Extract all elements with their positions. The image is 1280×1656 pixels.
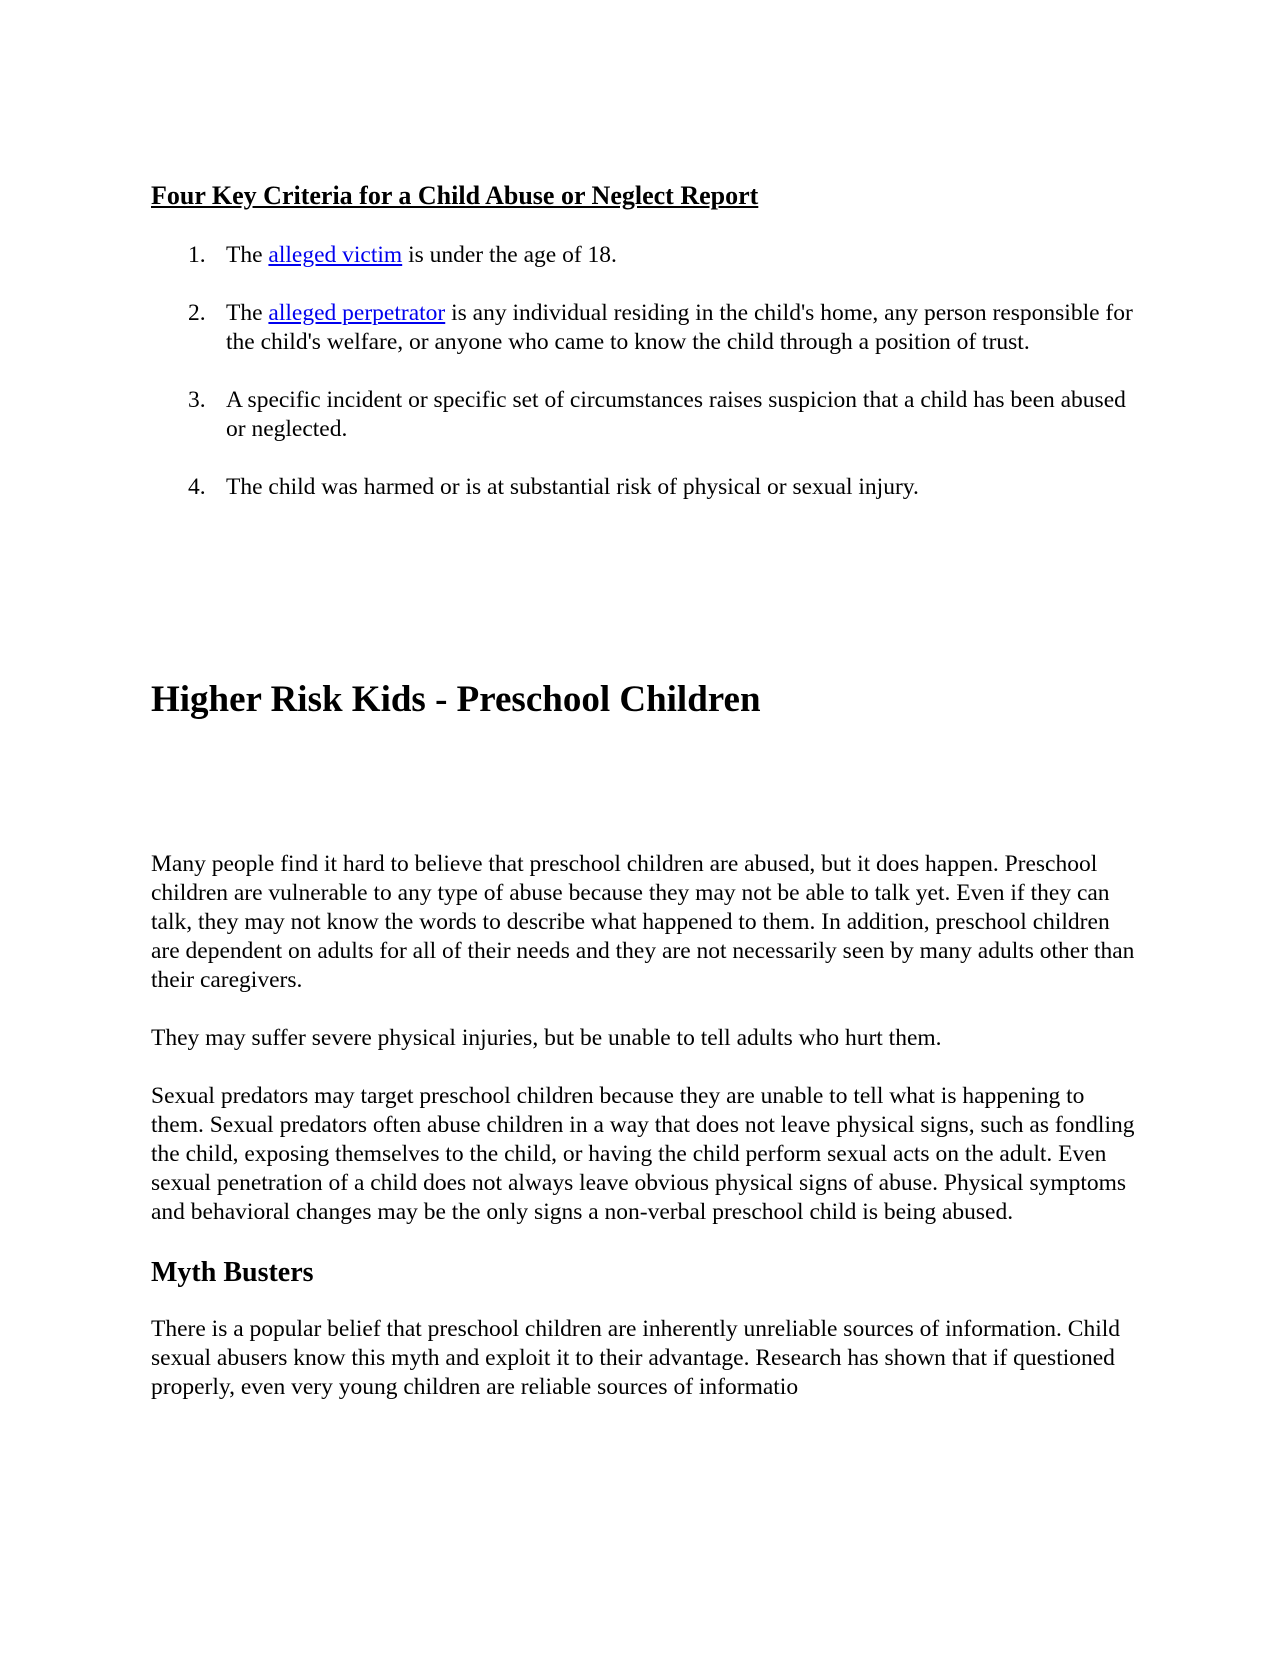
paragraph-intro: Many people find it hard to believe that preschool children are abused, but it does happen. Preschool children are vulnerable to any type of abuse because they may not be able to talk yet. Even if they can talk, they may not know the words to describe what happened to them. In addition, preschool children are dependent on adults for all of their needs and they are not necessarily seen by many adults other than their caregivers. — [151, 851, 1135, 993]
criteria-item-3 — [151, 386, 1141, 444]
criteria-number: 4. — [188, 474, 206, 500]
criteria-item-1 — [151, 241, 1141, 270]
criteria-number: 3. — [188, 387, 206, 413]
alleged-victim-link[interactable]: alleged victim — [268, 242, 403, 268]
criteria-number: 1. — [188, 242, 206, 268]
criteria-list — [151, 241, 1141, 531]
paragraph-myth: There is a popular belief that preschool children are inherently unreliable sources of information. Child sexual abusers know this myth and exploit it to their advantage. Research has shown that if questioned properly, even very young children are reliable sources of informatio — [151, 1316, 1121, 1400]
section-body — [151, 850, 1141, 1431]
criteria-title: Four Key Criteria for a Child Abuse or Neglect Report — [151, 181, 759, 210]
criteria-text: A specific incident or specific set of circumstances raises suspicion that a child has been abused or neglected. — [226, 387, 1126, 442]
criteria-number: 2. — [188, 300, 206, 326]
myth-busters-heading: Myth Busters — [151, 1257, 314, 1288]
criteria-text-before: The — [226, 242, 269, 268]
paragraph-predators: Sexual predators may target preschool children because they are unable to tell what is happening to them. Sexual predators often abuse children in a way that does not leave physical signs, such as fondling the child, exposing themselves to the child, or having the child perform sexual acts on the adult. Even sexual penetration of a child does not always leave obvious physical signs of abuse. Physical symptoms and behavioral changes may be the only signs a non-verbal preschool child is being abused. — [151, 1083, 1135, 1225]
section-heading: Higher Risk Kids - Preschool Children — [151, 679, 761, 720]
criteria-item-4 — [151, 473, 1141, 502]
criteria-text: The child was harmed or is at substantial risk of physical or sexual injury. — [226, 474, 919, 500]
criteria-text-after: is under the age of 18. — [402, 242, 617, 268]
criteria-item-2 — [151, 299, 1141, 357]
criteria-text-before: The — [226, 300, 269, 326]
paragraph-injuries: They may suffer severe physical injuries, but be unable to tell adults who hurt them. — [151, 1025, 942, 1051]
criteria-text-after: is any individual residing in the child's home, any person responsible for the child's welfare, or anyone who came to know the child through a position of trust. — [226, 300, 1133, 355]
alleged-perpetrator-link[interactable]: alleged perpetrator — [268, 300, 446, 326]
